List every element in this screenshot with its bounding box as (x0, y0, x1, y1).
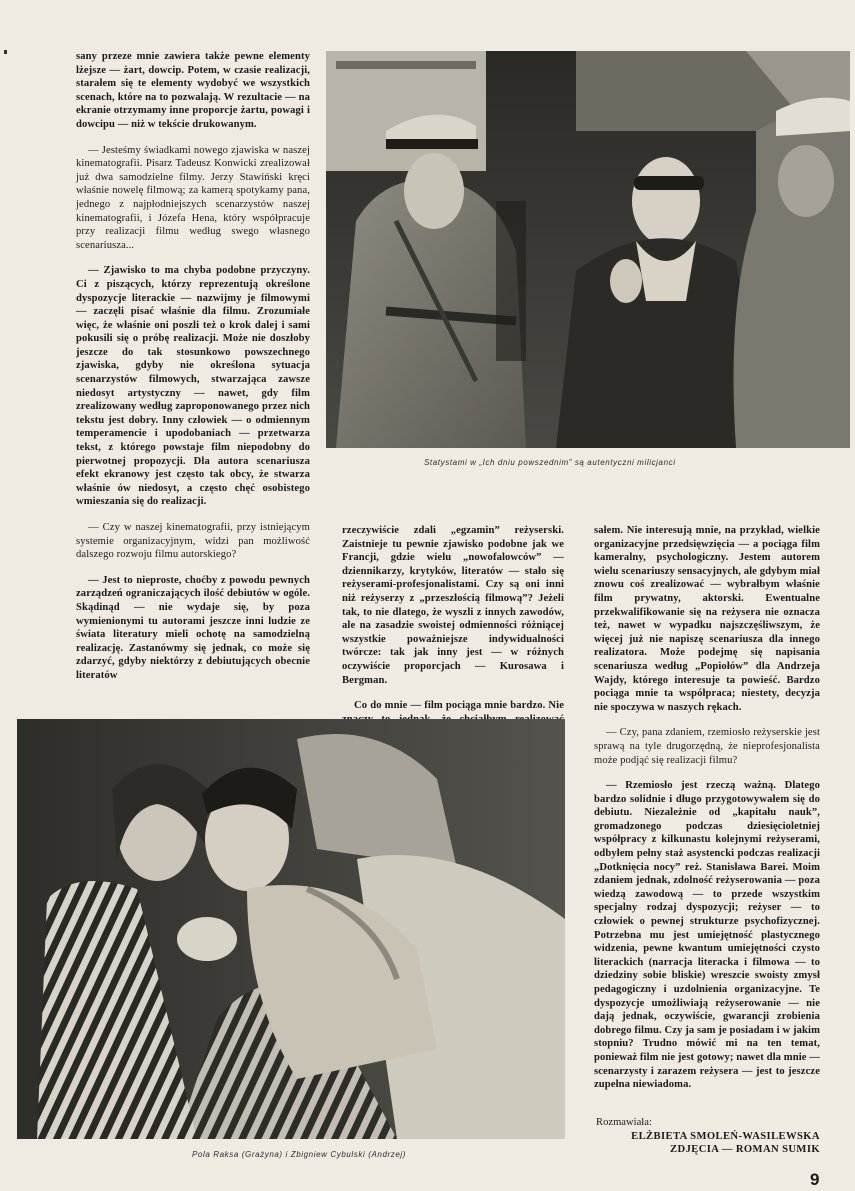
paragraph: sany przeze mnie zawiera także pewne elementy lżejsze — żart, dowcip. Potem, w czasie realizacji, starałem się te elementy wydobyć we wszystkich scenach, które na to pozwalają. W rezultacie — na ekranie otrzymamy inne proporcje żartu, powagi i dowcipu — niż w tekście drukowanym. (76, 51, 310, 130)
credits-photos: ZDJĘCIA — ROMAN SUMIK (670, 1144, 820, 1156)
paragraph: sałem. Nie interesują mnie, na przykład, wielkie organizacyjne przedsięwzięcia — a pociąga film kameralny, psychologiczny. Jestem autorem wielu scenariuszy sensacyjnych, ale gdybym miał znowu coś zrealizować — wybrałbym właśnie film prywatny, aktorski. Ewentualne przekwalifikowanie się na reżysera nie oznacza też, nawet w wypadku najszczęśliwszym, że więcej już nie napiszę scenariusza dla innego realizatora. Może podejmę się napisania scenariusza według „Popiołów” dla Andrzeja Wajdy, którego interesuje ta powieść. Bardzo pociąga mnie ta współpraca; niestety, decyzja nie spoczywa w naszych rękach. (594, 525, 820, 713)
paragraph: rzeczywiście zdali „egzamin” reżyserski. Zaistnieje tu pewnie zjawisko podobne jak we Francji, gdzie wielu „nowofalowców” — dziennikarzy, krytyków, literatów — stało się reżyserami-profesjonalistami. Czy są oni inni niż reżyserzy z „przeszłością filmową”? Jeżeli tak, to nie dlatego, że wyszli z innych zawodów, ale na zasadzie swoistej odmienności różniącej wszystkie poważniejsze indywidualności twórcze: tak jak inny jest — w różnych oczywiście proporcjach — Kurosawa i Bergman. (342, 525, 564, 686)
paragraph: — Jesteśmy świadkami nowego zjawiska w naszej kinematografii. Pisarz Tadeusz Konwicki zrealizował już dwa samodzielne filmy. Jerzy Stawiński kręci właśnie nowelę filmową; za kamerą spotykamy pana, jednego z najpłodniejszych scenarzystów naszej kinematografii, i Józefa Hena, który współpracuje przy realizacji filmu według swego własnego scenariusza... (76, 144, 310, 251)
paragraph: — Jest to nieproste, choćby z powodu pewnych zarządzeń ograniczających ilość debiutów w ogóle. Skądinąd — nie wydaje się, by poza wymienionymi tu autorami jeszcze inni ludzie ze świata literatury mieli ochotę na samodzielną realizację. Zastanówmy się jednak, co może się zdarzyć, gdyby niektórzy z debiutujących obecnie literatów (76, 574, 310, 681)
credits-interviewer: ELŻBIETA SMOLEŃ-WASILEWSKA (631, 1130, 820, 1142)
binding-mark (4, 50, 7, 54)
page-number: 9 (810, 1170, 820, 1189)
credits-label: Rozmawiała: (596, 1117, 652, 1128)
photo-caption-bottom: Pola Raksa (Grażyna) i Zbigniew Cybulski (Andrzej) (192, 1150, 407, 1159)
photo-caption-top: Statystami w „Ich dniu powszednim” są autentyczni milicjanci (424, 458, 676, 467)
paragraph: — Czy, pana zdaniem, rzemiosło reżyserskie jest sprawą na tyle drugorzędną, że nieprofesjonalista może podjąć się realizacji filmu? (594, 727, 820, 766)
text-column-right (594, 524, 820, 1104)
text-column-left (76, 50, 310, 695)
paragraph: — Czy w naszej kinematografii, przy istniejącym systemie organizacyjnym, widzi pan możliwość dalszego rozwoju filmu autorskiego? (76, 522, 310, 561)
paragraph: Co do mnie — film pociąga mnie bardzo. Nie (354, 700, 564, 712)
paragraph: — Rzemiosło jest rzeczą ważną. Dlatego bardzo solidnie i długo przygotowywałem się do debiutu. Niezależnie od „kapitału nauk”, gromadzonego podczas dziesięcioletniej współpracy z kilkunastu kolejnymi reżyserami, odbyłem pełny staż asystencki podczas realizacji „Dotknięcia nocy” reż. Stanisława Barei. Moim zdaniem jednak, zdolność reżyserowania — poza wiedzą zawodową — to przede wszystkim specjalny rodzaj dyspozycji; reżyser — to człowiek o pewnej strukturze psychofizycznej. Potrzebna mu jest umiejętność plastycznego widzenia, pewne kwantum umiejętności czysto literackich (narracja literacka i filmowa — to dziedziny sobie bliskie) wreszcie swoisty zmysł pedagogiczny i uzdolnienia organizacyjne. Te dyspozycje umożliwiają reżyserowanie — nie dają jednak, oczywiście, gwarancji zrobienia dobrego filmu. Czy ja sam je posiadam i w jakim stopniu? Trudno mówić mi na ten temat, ponieważ film nie jest gotowy; nawet dla mnie — scenarzysty i zarazem reżysera — jest to jeszcze zupełna niewiadoma. (594, 780, 820, 1091)
film-still-couple-scene (17, 719, 565, 1139)
credits-block (594, 1116, 820, 1157)
film-still-militia-scene (326, 51, 850, 448)
text-column-middle (342, 524, 564, 752)
paragraph: — Zjawisko to ma chyba podobne przyczyny. Ci z piszących, którzy reprezentują określone dyspozycje literackie — nazwijmy je filmowymi — zaczęli pisać właśnie dla filmu. Zrozumiałe więc, że właśnie oni poszli też o krok dalej i sami pokusili się o próbę realizacji. Może nie doszłoby jeszcze do tak stosunkowo powszechnego zjawiska, gdyby nie określona sytuacja scenarzystów filmowych, stwarzająca zawsze niedosyt artystyczny — nawet, gdy film zrealizowany według zaproponowanego przez nich tekstu jest dobry. Inny człowiek — o odmiennym temperamencie i upodobaniach — przetwarza tekst, z którego powstaje film niepodobny do pierwotnej propozycji. Dla autora scenariusza efekt ekranowy jest często tak obcy, że stwarza właśnie ów niedosyt, a często chęć osobistego wmieszania się do realizacji. (76, 265, 310, 508)
